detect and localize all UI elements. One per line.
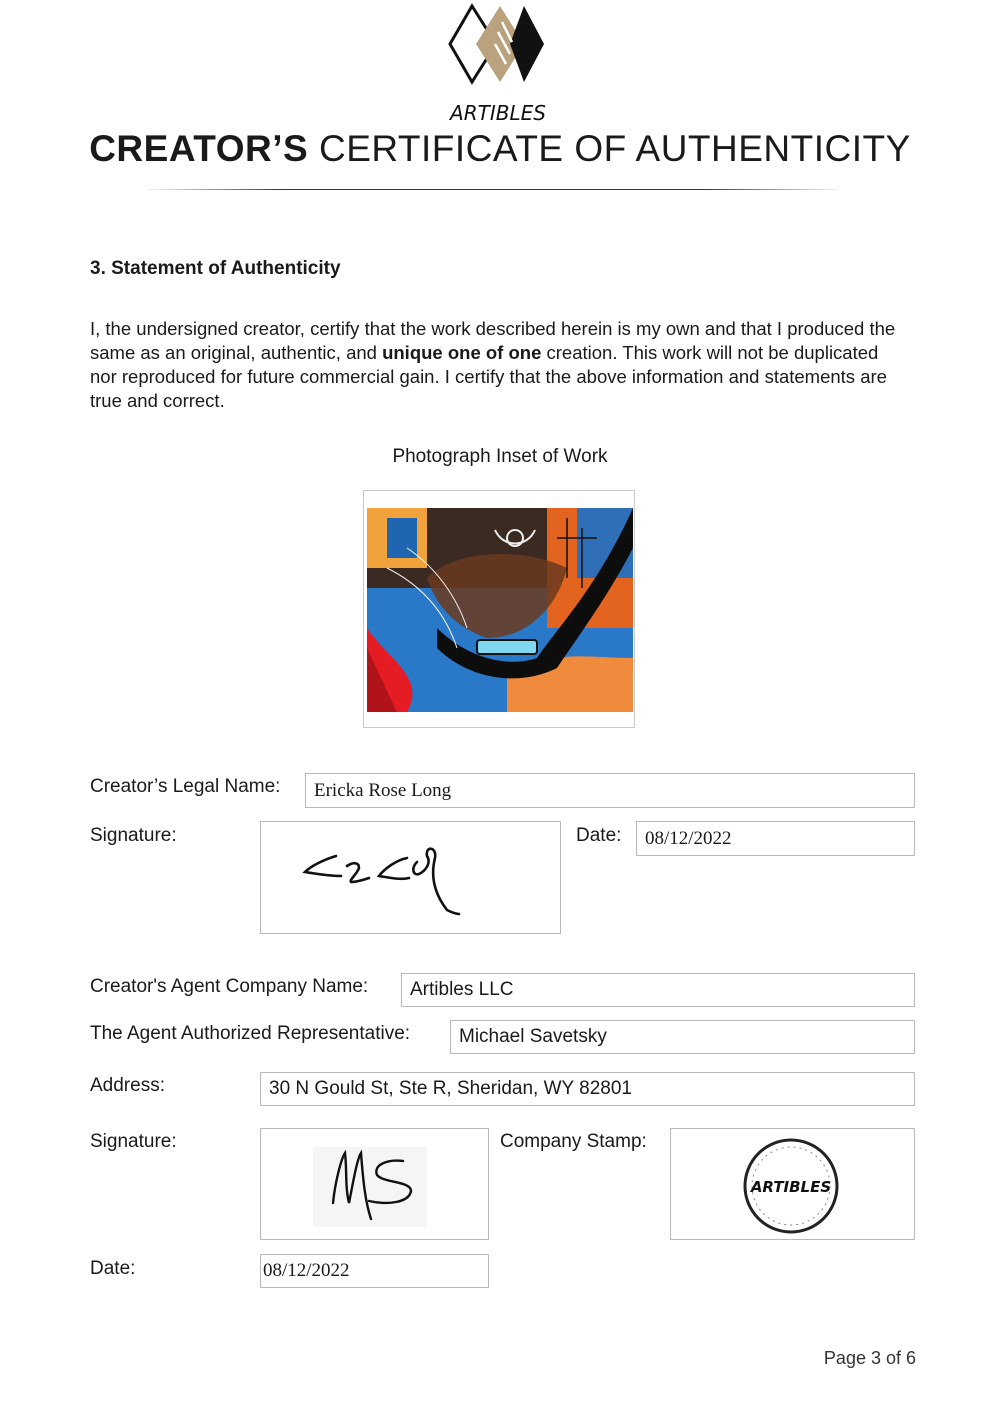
agent-address-field[interactable]: 30 N Gould St, Ste R, Sheridan, WY 82801 <box>260 1072 915 1106</box>
creator-signature-box[interactable] <box>260 821 561 934</box>
section-heading: 3. Statement of Authenticity <box>90 258 341 279</box>
company-stamp-box[interactable] <box>670 1128 915 1240</box>
creator-signature-label: Signature: <box>90 825 177 846</box>
statement-part1: I, the undersigned creator, certify that the work described herein is my own and that I produced the same as an original, authentic, and <box>90 318 896 363</box>
company-stamp-label: Company Stamp: <box>500 1131 647 1152</box>
agent-signature-image <box>261 1129 488 1239</box>
creator-date-label: Date: <box>576 825 622 846</box>
logo-wordmark: ARTIBLES <box>450 101 546 125</box>
creator-legal-name-field[interactable]: Ericka Rose Long <box>305 773 915 808</box>
statement-paragraph <box>90 317 910 413</box>
agent-company-label: Creator's Agent Company Name: <box>90 976 369 997</box>
statement-bold: unique one of one <box>382 342 542 363</box>
statement-part2: creation. This work will not be duplicated nor reproduced for future commercial gain. I certify that the above information and statements are true and correct. <box>90 342 887 411</box>
agent-rep-field[interactable]: Michael Savetsky <box>450 1020 915 1054</box>
creator-legal-name-label: Creator’s Legal Name: <box>90 776 281 797</box>
certificate-title <box>0 128 1000 170</box>
title-rest: CERTIFICATE OF AUTHENTICITY <box>318 128 911 169</box>
artwork-image <box>367 508 633 712</box>
title-bold: CREATOR’S <box>89 128 309 169</box>
photo-caption: Photograph Inset of Work <box>392 446 608 467</box>
agent-company-field[interactable]: Artibles LLC <box>401 973 915 1007</box>
agent-rep-label: The Agent Authorized Representative: <box>90 1023 411 1044</box>
agent-signature-box[interactable] <box>260 1128 489 1240</box>
agent-signature-label: Signature: <box>90 1131 177 1152</box>
artwork-photo-frame <box>363 490 635 728</box>
agent-address-label: Address: <box>90 1075 165 1096</box>
company-stamp-image <box>671 1129 914 1239</box>
artibles-logo <box>440 2 560 132</box>
page-number: Page 3 of 6 <box>823 1348 916 1368</box>
creator-date-field[interactable]: 08/12/2022 <box>636 821 915 856</box>
agent-date-field[interactable]: 08/12/2022 <box>260 1254 489 1288</box>
creator-signature-image <box>261 822 560 933</box>
stamp-text: ARTIBLES <box>750 1178 832 1196</box>
title-divider <box>148 189 838 190</box>
agent-date-label: Date: <box>90 1258 136 1279</box>
